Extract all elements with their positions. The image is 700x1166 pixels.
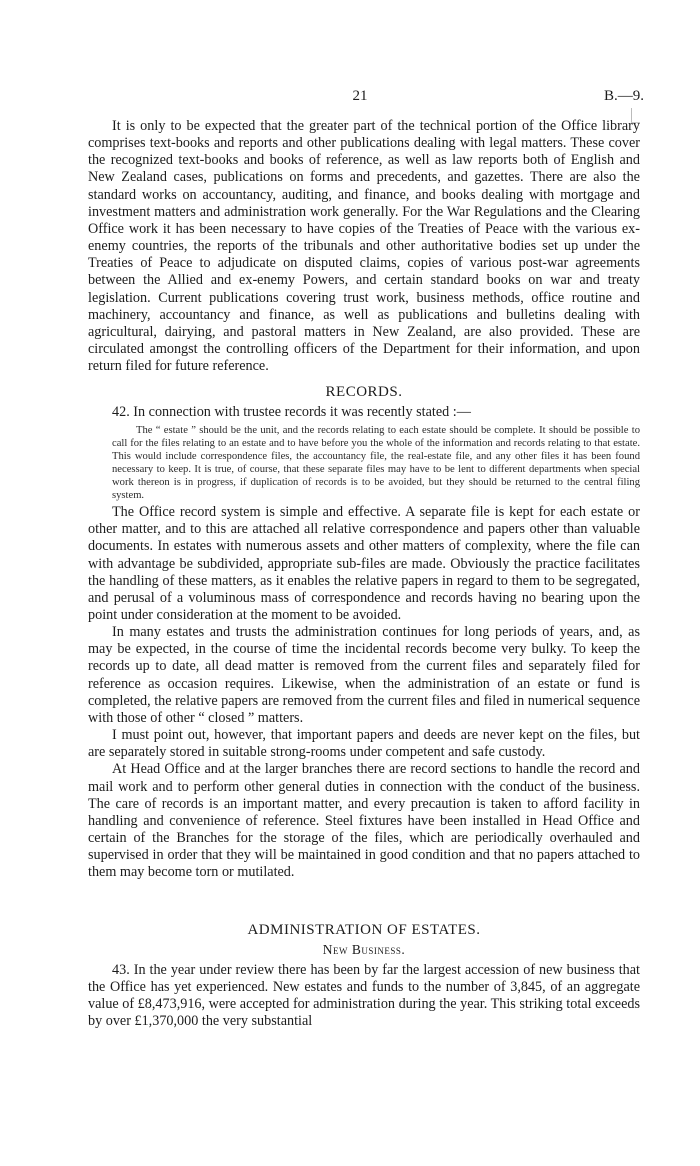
- records-paragraph-4: At Head Office and at the larger branches there are record sections to handle the record and mail work and to perform other general duties in connection with the conduct of the business. The care of records is an important matter, and every precaution is taken to afford facility in handling and convenience of reference. Steel fixtures have been installed in Head Office and certain of the Branches for the storage of the files, which are periodically overhauled and supervised in order that they will be maintained in good condition and that no papers attached to them may become torn or mutilated.: [88, 761, 640, 881]
- paragraph-42: 42. In connection with trustee records it was recently stated :—: [112, 404, 471, 421]
- records-heading: RECORDS.: [325, 384, 403, 401]
- records-paragraph-3: I must point out, however, that important papers and deeds are never kept on the files, but are separately stored in suitable strong-rooms under competent and safe custody.: [88, 727, 640, 761]
- administration-heading: ADMINISTRATION OF ESTATES.: [247, 921, 481, 938]
- block-quotation: The “ estate ” should be the unit, and the records relating to each estate should be complete. It should be possible to call for the files relating to an estate and to have before you the whole of the information and records relating to that estate. This would include correspondence files, the accountancy file, the real-estate file, and any other files it has been found necessary to keep. It is true, of course, that these separate files may have to be lent to different departments when special work thereon is in progress, if duplication of records is to be avoided, but they should be returned to the central filing system.: [112, 424, 640, 501]
- document-body: [88, 118, 640, 1030]
- page-header: [0, 88, 700, 108]
- records-paragraph-2: In many estates and trusts the administration continues for long periods of years, and, as may be expected, in the course of time the incidental records become very bulky. To keep the records up to date, all dead matter is removed from the current files and separately filed for reference as occasion requires. Likewise, when the administration of an estate or fund is completed, the relative papers are removed from the current files and filed in numerical sequence with those of other “ closed ” matters.: [88, 624, 640, 726]
- library-paragraph: It is only to be expected that the greater part of the technical portion of the Office library comprises text-books and reports and other publications dealing with legal matters. These cover the recognized text-books and books of reference, as well as law reports both of English and New Zealand cases, publications on forms and precedents, and gazettes. There are also the standard works on accountancy, auditing, and finance, and books dealing with mortgage and investment matters and administration work generally. For the War Regulations and the Clearing Office work it has been necessary to have copies of the Treaties of Peace with the various ex-enemy countries, the reports of the tribunals and other authoritative bodies set up under the Treaties of Peace to adjudicate on disputed claims, copies of various post-war agreements between the Allied and ex-enemy Powers, and certain standard books on war and treaty legislation. Current publications covering trust work, business methods, office routine and machinery, accountancy and finance, as well as publications and bulletins dealing with agricultural, dairying, and pastoral matters in New Zealand, are also provided. These are circulated amongst the controlling officers of the Department for their information, and upon return filed for future reference.: [88, 118, 640, 375]
- page-number: 21: [352, 88, 368, 104]
- paragraph-43: 43. In the year under review there has been by far the largest accession of new business that the Office has yet experienced. New estates and funds to the number of 3,845, of an aggregate value of £8,473,916, were accepted for administration during the year. This striking total exceeds by over £1,370,000 the very substantial: [88, 961, 640, 1029]
- new-business-subheading: New Business.: [322, 941, 406, 957]
- records-paragraph-1: The Office record system is simple and effective. A separate file is kept for each estate or other matter, and to this are attached all relative correspondence and papers other than valuable documents. In estates with numerous assets and other matters of complexity, where the file can with advantage be subdivided, appropriate sub-files are made. Obviously the practice facilitates the handling of these matters, as it enables the relative papers in regard to them to be segregated, and perusal of a voluminous mass of correspondence and records having no bearing upon the point under consideration at the moment to be avoided.: [88, 504, 640, 623]
- document-reference: B.—9.: [603, 88, 644, 104]
